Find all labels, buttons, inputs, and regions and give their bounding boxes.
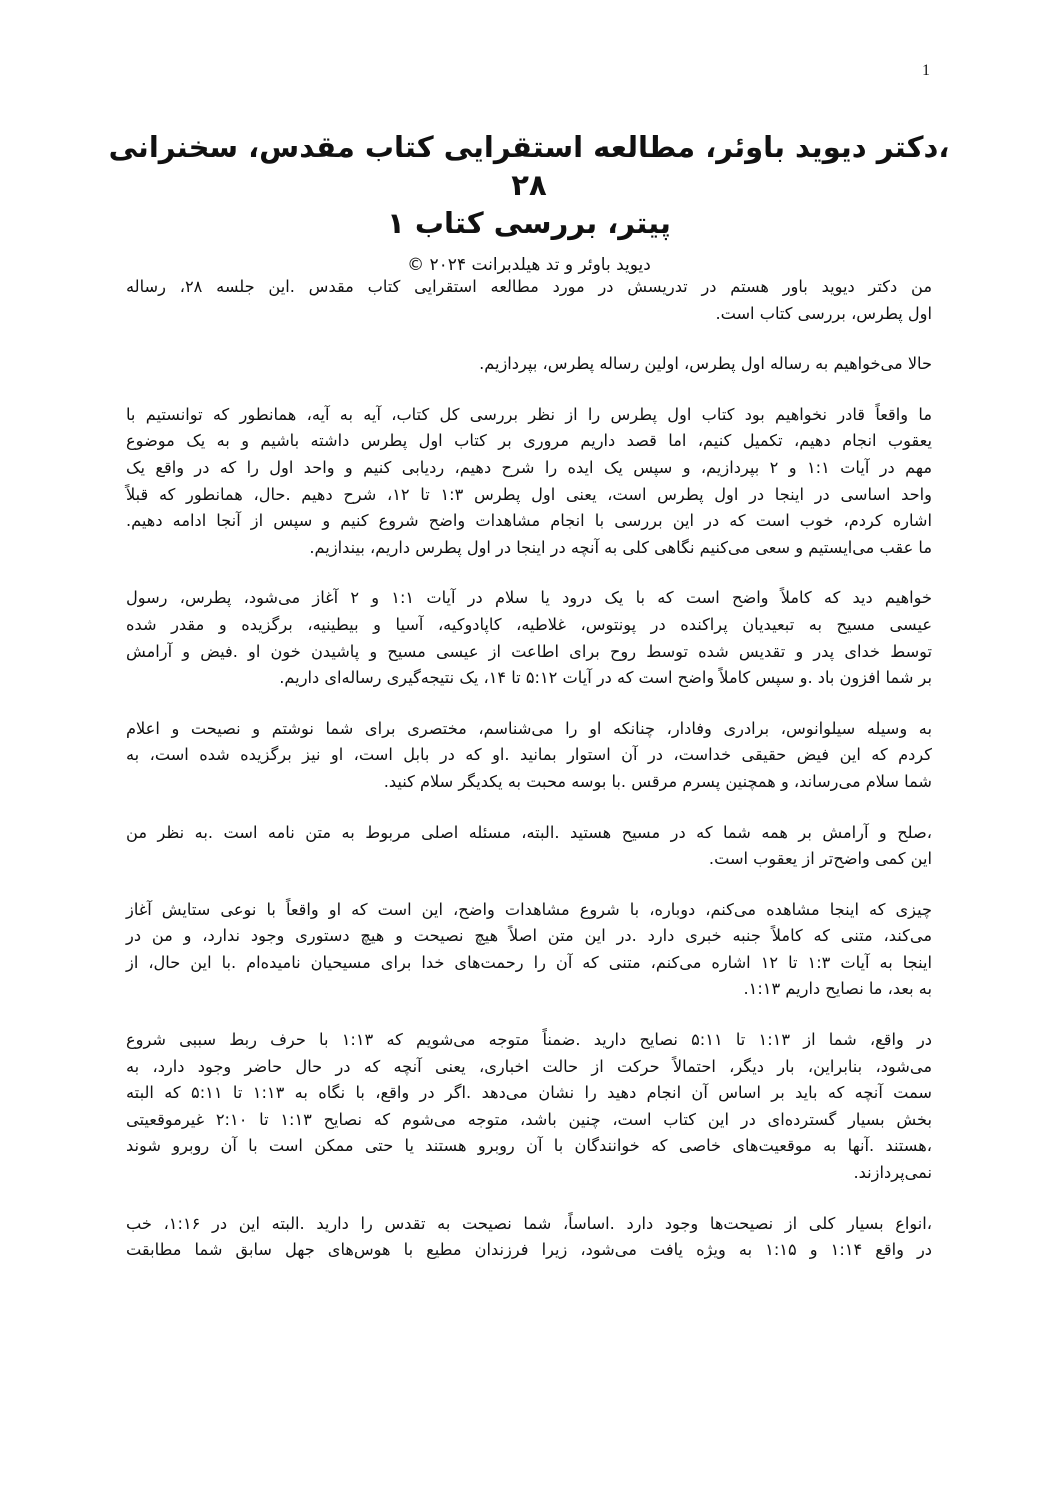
text-line: ،هستند .آنها به موقعیت‌های خاصی که خوانندگان با آن روبرو هستند یا حتی ممکن است با آن روبرو شوند <box>126 1136 932 1156</box>
paragraph <box>126 716 932 796</box>
document-header <box>100 128 958 278</box>
text-line: یعقوب انجام دهیم، تکمیل کنیم، اما قصد داریم مروری بر کتاب اول پطرس داشته باشیم و به یک موضوع <box>126 431 932 451</box>
text-line: در واقع ۱:۱۴ و ۱:۱۵ به ویژه یافت می‌شود، زیرا فرزندان مطیع با هوس‌های جهل سابق شما مطابقت <box>126 1240 932 1260</box>
text-line: سمت آنچه که باید بر اساس آن انجام دهید را نشان می‌دهد .اگر در واقع، با نگاه به ۱:۱۳ تا ۵:۱۱ که البته <box>126 1083 932 1103</box>
text-line: می‌شود، بنابراین، بار دیگر، احتمالاً حرکت از حالت اخباری، یعنی آنچه که در حال حاضر وجود دارد، به <box>126 1056 932 1076</box>
text-line: ،انواع بسیار کلی از نصیحت‌ها وجود دارد .اساساً، شما نصیحت به تقدس را دارید .البته این در ۱:۱۶، خب <box>126 1213 932 1233</box>
text-line: در واقع، شما از ۱:۱۳ تا ۵:۱۱ نصایح دارید .ضمناً متوجه می‌شویم که ۱:۱۳ با حرف ربط سببی شروع <box>126 1030 932 1050</box>
paragraph <box>126 274 932 327</box>
text-line: عیسی مسیح به تبعیدیان پراکنده در پونتوس، غلاطیه، کاپادوکیه، آسیا و بیطینیه، برگزیده و مقدر شده <box>126 614 932 634</box>
page-number: 1 <box>922 62 930 79</box>
document-body <box>126 274 932 1288</box>
text-line: ما عقب می‌ایستیم و سعی می‌کنیم نگاهی کلی به آنچه در اینجا در اول پطرس داریم، بیندازیم. <box>309 537 932 557</box>
text-line: به وسیله سیلوانوس، برادری وفادار، چنانکه او را می‌شناسم، مختصری برای شما نوشتم و نصیحت و اعلام <box>126 718 932 738</box>
paragraph <box>126 585 932 691</box>
paragraph <box>126 1027 932 1187</box>
paragraph <box>126 351 932 378</box>
paragraph <box>126 820 932 873</box>
text-line: ،صلح و آرامش بر همه شما که در مسیح هستید .البته، مسئله اصلی مربوط به متن نامه است .به نظر من <box>126 822 932 842</box>
text-line: کردم که این فیض حقیقی خداست، در آن استوار بمانید .او که در بابل است، او نیز برگزیده شده است، به <box>126 745 932 765</box>
title-line: پیتر، بررسی کتاب ۱ <box>387 206 671 240</box>
text-line: به بعد، ما نصایح داریم ۱:۱۳. <box>743 979 932 999</box>
text-line: بر شما افزون باد .و سپس کاملاً واضح است که در آیات ۵:۱۲ تا ۱۴، یک نتیجه‌گیری رساله‌ای داریم. <box>279 668 932 688</box>
text-line: بخش بسیار گسترده‌ای در این کتاب است، چنین باشد، متوجه می‌شوم که نصایح ۱:۱۳ تا ۲:۱۰ غیرموقعیتی <box>126 1109 932 1129</box>
text-line: می‌کند، متنی که کاملاً جنبه خبری دارد .در این متن اصلاً هیچ نصیحت و هیچ دستوری وجود ندارد، و من در <box>126 926 932 946</box>
document-title <box>100 128 958 242</box>
paragraph <box>126 897 932 1003</box>
text-line: این کمی واضح‌تر از یعقوب است. <box>708 849 932 869</box>
text-line: چیزی که اینجا مشاهده می‌کنم، دوباره، با شروع مشاهدات واضح، این است که او واقعاً با نوعی ستایش آغاز <box>126 899 932 919</box>
text-line: واحد اساسی در اینجا در اول پطرس است، یعنی اول پطرس ۱:۳ تا ۱۲، شرح دهیم .حال، همانطور که قبلاً <box>126 484 932 504</box>
text-line: حالا می‌خواهیم به رساله اول پطرس، اولین رساله پطرس، بپردازیم. <box>479 354 932 374</box>
text-line: نمی‌پردازند. <box>853 1163 932 1183</box>
text-line: خواهیم دید که کاملاً واضح است که با یک درود یا سلام در آیات ۱:۱ و ۲ آغاز می‌شود، پطرس، رسول <box>126 588 932 608</box>
text-line: توسط خدای پدر و تقدیس شده توسط روح برای اطاعت از عیسی مسیح و پاشیدن خون او .فیض و آرامش <box>126 641 932 661</box>
paragraph <box>126 402 932 562</box>
text-line: من دکتر دیوید باور هستم در تدریسش در مورد مطالعه استقرایی کتاب مقدس .این جلسه ۲۸، رساله <box>126 277 933 296</box>
text-line: اینجا به آیات ۱:۳ تا ۱۲ اشاره می‌کنم، متنی که آن را رحمت‌های خدا برای مسیحیان نامیده‌ام .با این حال، از <box>126 952 933 972</box>
text-line: اول پطرس، بررسی کتاب است. <box>715 303 932 323</box>
title-line: ،دکتر دیوید باوئر، مطالعه استقرایی کتاب مقدس، سخنرانی ۲۸ <box>108 130 950 202</box>
paragraph <box>126 1211 932 1264</box>
byline-copyright: دیوید باوئر و تد هیلدبرانت ۲۰۲۴ © <box>407 255 651 275</box>
text-line: شما سلام می‌رساند، و همچنین پسرم مرقس .با بوسه محبت به یکدیگر سلام کنید. <box>383 771 932 791</box>
text-line: مهم در آیات ۱:۱ و ۲ بپردازیم، و سپس یک ایده را شرح دهیم، ردیابی کنیم و واحد اول را که در واقع یک <box>126 457 933 477</box>
text-line: ما واقعاً قادر نخواهیم بود کتاب اول پطرس را از نظر بررسی کل کتاب، آیه به آیه، همانطور که توانستیم با <box>126 404 932 424</box>
text-line: اشاره کردم، خوب است که در این بررسی با انجام مشاهدات واضح شروع کنیم و سپس از آنجا ادامه دهیم. <box>126 511 932 531</box>
